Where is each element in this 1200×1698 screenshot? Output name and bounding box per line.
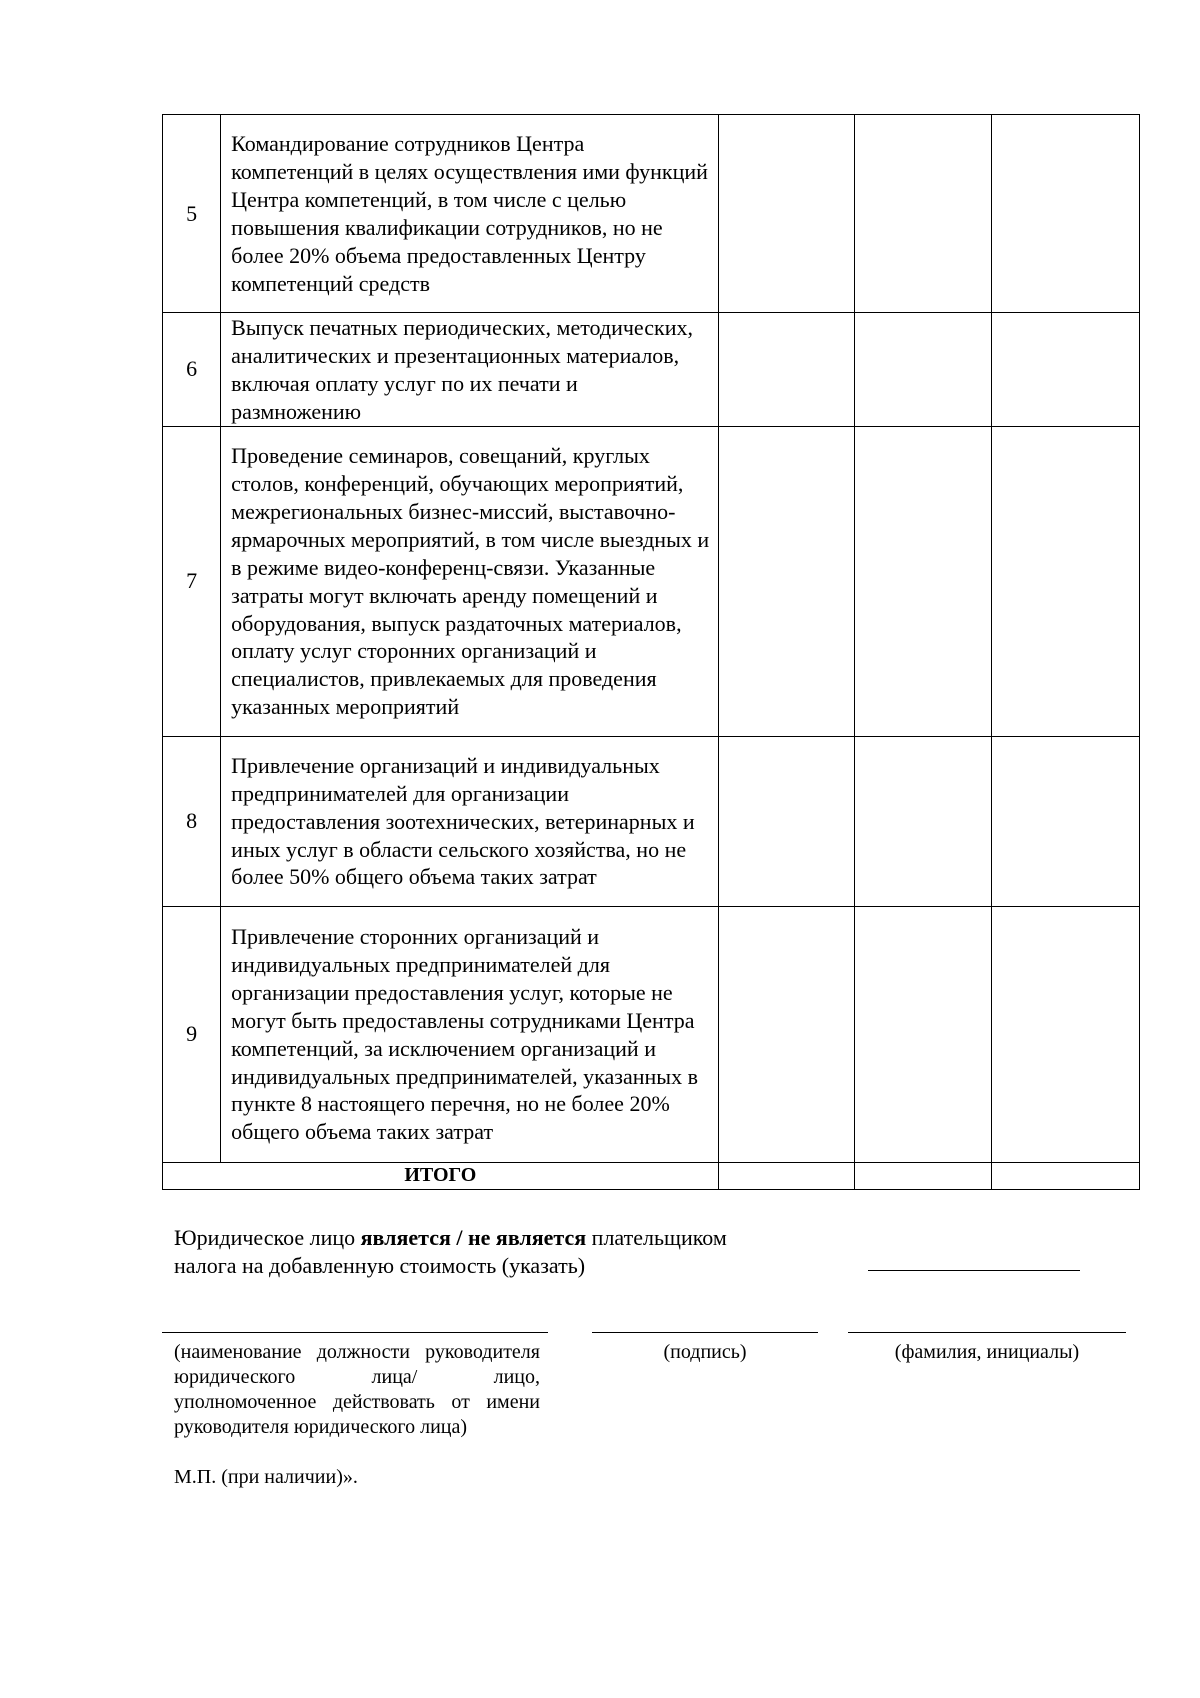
value-cell-3[interactable] (991, 906, 1140, 1162)
value-cell-1[interactable] (718, 115, 854, 313)
total-row (163, 1162, 1140, 1189)
value-cell-2[interactable] (855, 906, 991, 1162)
total-cell-2[interactable] (855, 1162, 991, 1189)
value-cell-3[interactable] (991, 115, 1140, 313)
total-label: ИТОГО (163, 1162, 719, 1189)
expenses-table (162, 114, 1140, 1190)
stamp-note: М.П. (при наличии)». (174, 1466, 358, 1488)
position-caption: (наименование должности руководителя юридического лица/ лицо, уполномоченное действовать от имени руководителя юридического лица) (174, 1341, 540, 1438)
table-row (163, 313, 1140, 427)
row-number: 8 (163, 736, 221, 906)
row-description: Выпуск печатных периодических, методических, аналитических и презентационных материалов, включая оплату услуг по их печати и размножению (231, 315, 693, 424)
row-description: Привлечение организаций и индивидуальных предпринимателей для организации предоставления зоотехнических, ветеринарных и иных услуг в области сельского хозяйства, но не более 50% общего объема таких затрат (231, 752, 695, 890)
row-number: 6 (163, 313, 221, 427)
row-number: 9 (163, 906, 221, 1162)
row-number: 5 (163, 115, 221, 313)
row-description: Проведение семинаров, совещаний, круглых столов, конференций, обучающих мероприятий, межрегиональных бизнес-миссий, выставочно-ярмарочных мероприятий, в том числе выездных и в режиме видео-конференц-связи. Указанные затраты могут включать аренду помещений и оборудования, выпуск раздаточных материалов, оплату услуг сторонних организаций и специалистов, привлекаемых для проведения указанных мероприятий (231, 443, 710, 720)
table-row (163, 906, 1140, 1162)
row-description: Командирование сотрудников Центра компетенций в целях осуществления ими функций Центра компетенций, в том числе с целью повышения квалификации сотрудников, но не более 20% объема предоставленных Центру компетенций средств (231, 131, 708, 296)
table-row (163, 115, 1140, 313)
vat-answer-line[interactable] (868, 1270, 1080, 1271)
vat-text-start: Юридическое лицо (174, 1225, 361, 1250)
value-cell-2[interactable] (855, 115, 991, 313)
sign-caption: (подпись) (663, 1341, 747, 1363)
vat-text-end: плательщиком (586, 1225, 727, 1250)
row-description-cell (221, 426, 719, 736)
value-cell-1[interactable] (718, 736, 854, 906)
row-description-cell (221, 906, 719, 1162)
row-description: Привлечение сторонних организаций и индивидуальных предпринимателей для организации предоставления услуг, которые не могут быть предоставлены сотрудниками Центра компетенций, за исключением организаций и индивидуальных предпринимателей, указанных в пункте 8 настоящего перечня, но не более 20% общего объема таких затрат (231, 924, 698, 1145)
vat-statement (174, 1224, 874, 1280)
value-cell-2[interactable] (855, 313, 991, 427)
name-signature-line[interactable] (848, 1332, 1126, 1333)
value-cell-1[interactable] (718, 426, 854, 736)
row-number: 7 (163, 426, 221, 736)
value-cell-3[interactable] (991, 313, 1140, 427)
position-signature-line[interactable] (162, 1332, 548, 1333)
total-cell-3[interactable] (991, 1162, 1140, 1189)
row-description-cell (221, 313, 719, 427)
name-caption: (фамилия, инициалы) (894, 1341, 1080, 1363)
table-row (163, 426, 1140, 736)
value-cell-2[interactable] (855, 426, 991, 736)
value-cell-3[interactable] (991, 426, 1140, 736)
value-cell-2[interactable] (855, 736, 991, 906)
table-row (163, 736, 1140, 906)
total-cell-1[interactable] (718, 1162, 854, 1189)
vat-status-options: является / не является (360, 1225, 587, 1250)
vat-text-line2: налога на добавленную стоимость (указать) (174, 1253, 586, 1278)
value-cell-1[interactable] (718, 906, 854, 1162)
signature-line[interactable] (592, 1332, 818, 1333)
value-cell-1[interactable] (718, 313, 854, 427)
row-description-cell (221, 736, 719, 906)
value-cell-3[interactable] (991, 736, 1140, 906)
row-description-cell (221, 115, 719, 313)
